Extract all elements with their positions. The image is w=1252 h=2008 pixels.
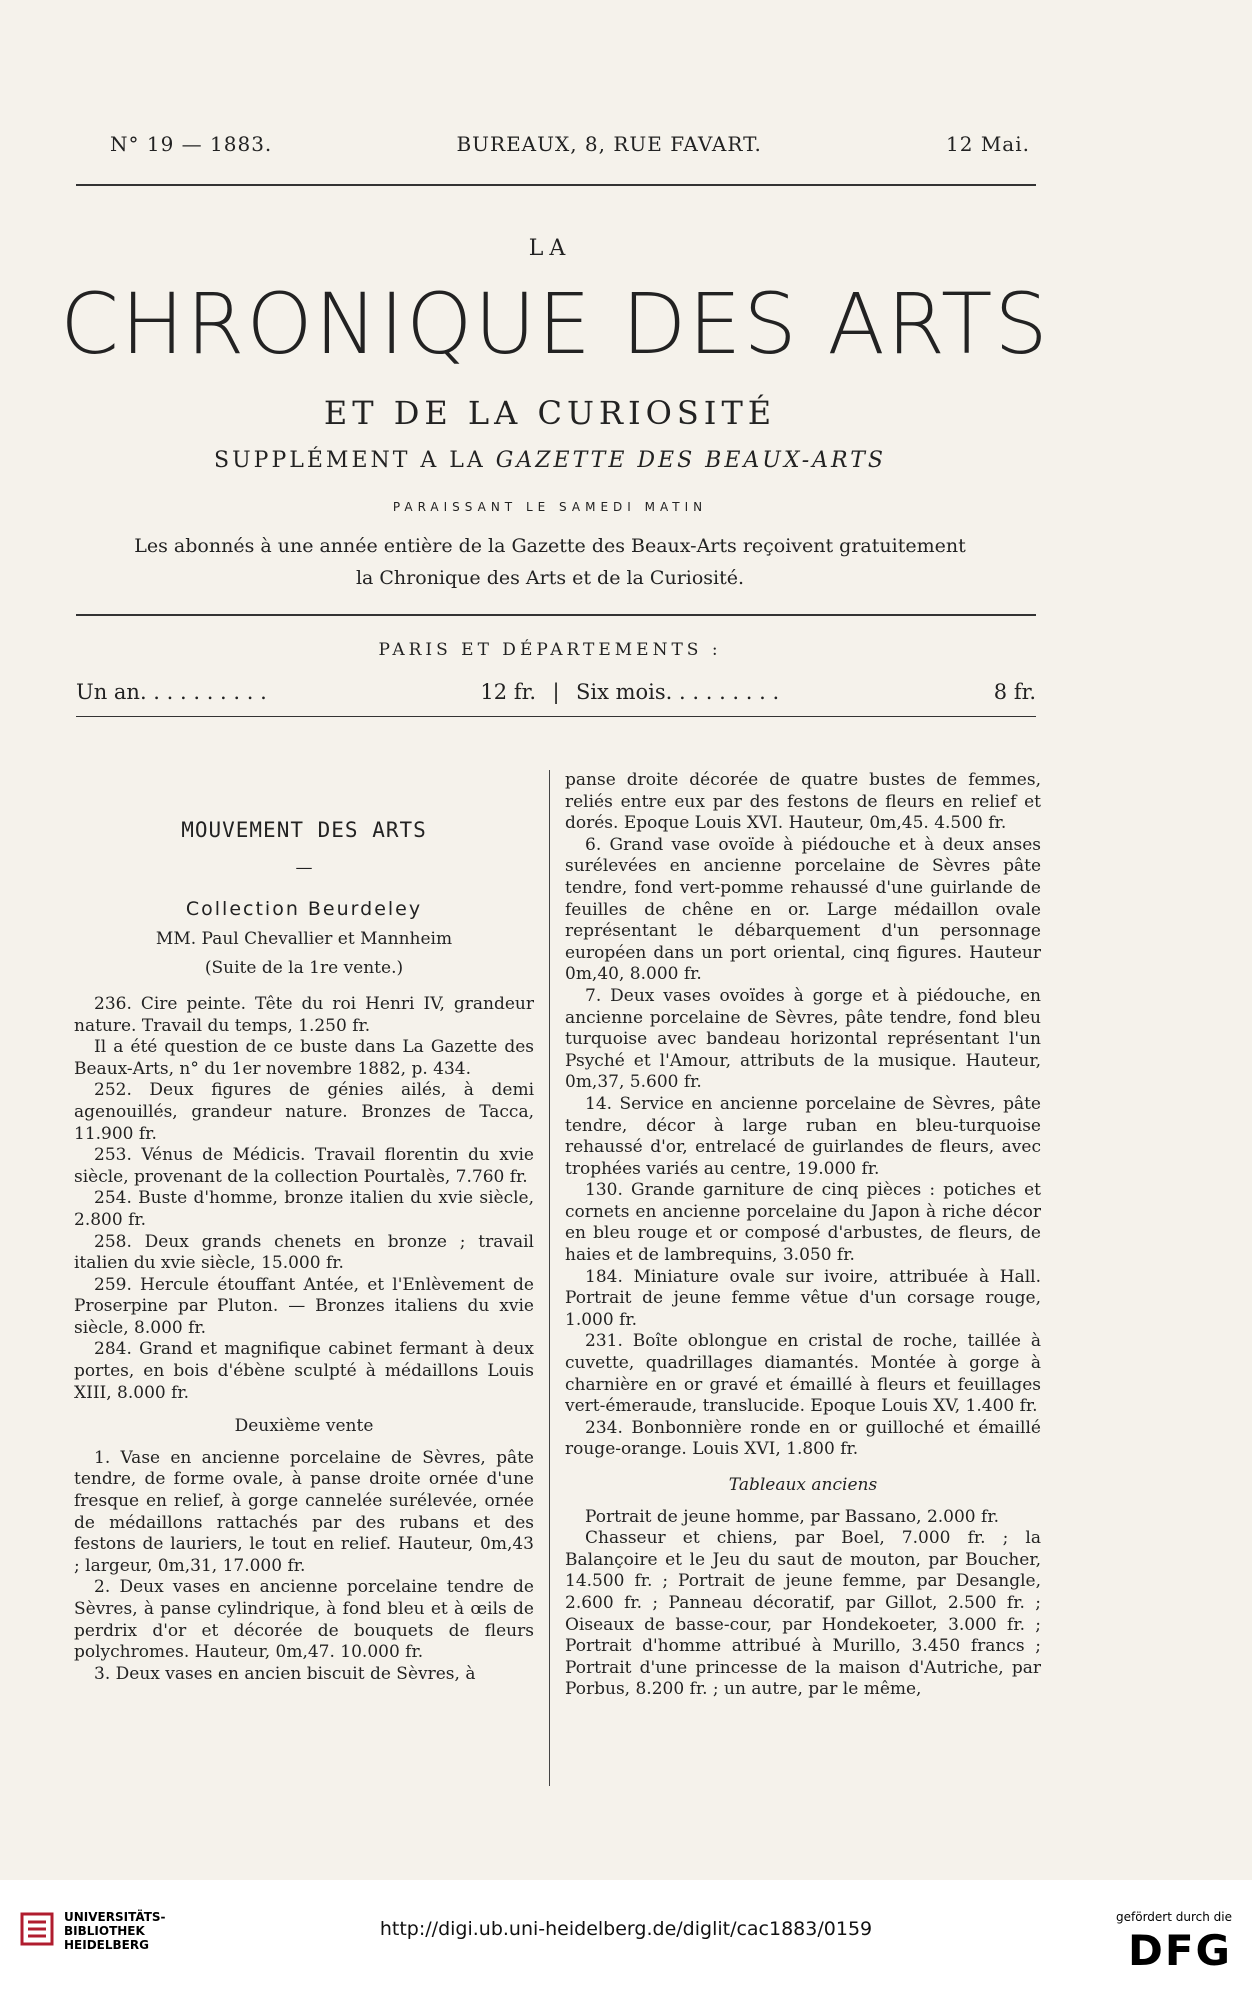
header-line [110,132,1030,156]
subscription-heading: PARIS ET DÉPARTEMENTS : [378,640,722,660]
lot-paragraph: 259. Hercule étouffant Antée, et l'Enlèvement de Proserpine par Pluton. — Bronzes italiens du xvie siècle, 8.000 fr. [74,1274,534,1338]
supplement-prefix: SUPPLÉMENT A LA [214,448,496,473]
lot-paragraph: 1. Vase en ancienne porcelaine de Sèvres, pâte tendre, de forme ovale, à panse droite ornée d'une fresque en relief, à gorge cannelée surélevée, ornée de médaillons rattachés par des rubans et des festons de lauriers, le tout en relief. Hauteur, 0m,43 ; largeur, 0m,31, 17.000 fr. [74,1447,534,1576]
experts: MM. Paul Chevallier et Mannheim [155,928,453,949]
lot-paragraph: panse droite décorée de quatre bustes de femmes, reliés entre eux par des festons de fleurs en relief et dorés. Epoque Louis XVI. Hauteur, 0m,45. 4.500 fr. [565,770,1041,834]
supplement-line [0,448,1100,473]
footer [0,1880,1252,2008]
price-separator: | [552,680,560,704]
subscriber-note [100,530,1000,594]
subscriber-note-line1: Les abonnés à une année entière de la Gazette des Beaux-Arts reçoivent gratuitement [134,535,966,557]
subscription-prices [76,680,1036,704]
second-sale-heading: Deuxième vente [234,1416,374,1437]
subscriber-note-line2: la Chronique des Arts et de la Curiosité. [355,567,745,589]
lot-paragraph: 3. Deux vases en ancien biscuit de Sèvres, à [94,1663,476,1684]
lot-paragraph: 7. Deux vases ovoïdes à gorge et à piédouche, en ancienne porcelaine de Sèvres, pâte tendre, fond bleu turquoise avec bandeau horizontal représentant l'un Psyché et l'Amour, attributs de la musique. Hauteur, 0m,37, 5.600 fr. [565,985,1041,1093]
lot-paragraph: 254. Buste d'homme, bronze italien du xvie siècle, 2.800 fr. [74,1188,534,1230]
subscription-rule [76,716,1036,717]
lot-paragraph: Il a été question de ce buste dans La Gazette des Beaux-Arts, n° du 1er novembre 1882, p. 434. [74,1037,534,1079]
bureaux-address: BUREAUX, 8, RUE FAVART. [456,132,762,156]
masthead-subtitle: ET DE LA CURIOSITÉ [323,394,777,432]
lot-paragraph: 252. Deux figures de génies ailés, à demi agenouillés, grandeur nature. Bronzes de Tacca, 11.900 fr. [74,1080,534,1144]
dfg-logo: DFG [1127,1926,1232,1975]
lot-paragraph: 253. Vénus de Médicis. Travail florentin du xvie siècle, provenant de la collection Pourtalès, 7.760 fr. [74,1145,534,1187]
lot-paragraph: 130. Grande garniture de cinq pièces : potiches et cornets en ancienne porcelaine du Japon à riche décor en bleu rouge et or composé d'arbustes, de fleurs, de haies et de lambrequins, 3.050 fr. [565,1180,1041,1266]
lot-paragraph: 234. Bonbonnière ronde en or guilloché et émaillé rouge-orange. Louis XVI, 1.800 fr. [565,1417,1041,1460]
price-six-months: 8 fr. [993,680,1036,704]
funded-by-label: gefördert durch die [1116,1910,1232,1924]
column-divider [549,770,550,1786]
paraissant-line: PARAISSANT LE SAMEDI MATIN [392,500,708,514]
price-year: 12 fr. [480,680,536,704]
left-column [74,770,534,1685]
collection-title: Collection Beurdeley [185,898,423,921]
source-url[interactable]: http://digi.ub.uni-heidelberg.de/diglit/cac1883/0159 [379,1918,873,1940]
lot-paragraph: 6. Grand vase ovoïde à piédouche et à deux anses surélevées en ancienne porcelaine de Sèvres pâte tendre, fond vert-pomme rehaussé d'une guirlande de feuilles de chêne en or. Large médaillon ovale représentant le débarquement d'un personnage européen dans un port oriental, cinq figures. Hauteur 0m,40, 8.000 fr. [565,834,1041,985]
lot-paragraph: 236. Cire peinte. Tête du roi Henri IV, grandeur nature. Travail du temps, 1.250 fr. [74,993,534,1036]
section-dash: — [295,857,313,878]
header-rule [76,184,1036,186]
masthead-rule [76,614,1036,616]
university-name: UNIVERSITÄTS- BIBLIOTHEK HEIDELBERG [64,1910,166,1952]
left-paragraphs [74,994,534,1404]
sale-suite: (Suite de la 1re vente.) [204,958,404,979]
masthead-la: LA [528,236,572,261]
masthead-title: CHRONIQUE DES ARTS [60,275,1050,373]
lot-paragraph: 184. Miniature ovale sur ivoire, attribuée à Hall. Portrait de jeune femme vêtue d'un corsage rouge, 1.000 fr. [565,1266,1041,1330]
issue-date: 12 Mai. [946,132,1030,156]
right-column [565,770,1041,1701]
lot-paragraph: Portrait de jeune homme, par Bassano, 2.000 fr. [585,1506,999,1527]
lot-paragraph: 14. Service en ancienne porcelaine de Sèvres, pâte tendre, décor à large ruban en bleu-turquoise rehaussé d'or, entrelacé de guirlandes de fleurs, avec trophées variés au centre, 19.000 fr. [565,1093,1041,1179]
left-paragraphs-2 [74,1448,534,1686]
lot-paragraph: 231. Boîte oblongue en cristal de roche, taillée à cuvette, quadrillages diamantés. Montée à gorge à charnière en or gravé et émaillé à fleurs et feuillages vert-émeraude, translucide. Epoque Louis XV, 1.400 fr. [565,1331,1041,1417]
price-year-label: Un an. . . . . . . . . . [76,680,267,704]
lot-paragraph: Chasseur et chiens, par Boel, 7.000 fr. ; la Balançoire et le Jeu du saut de mouton, par Boucher, 14.500 fr. ; Portrait de jeune femme, par Desangle, 2.600 fr. ; Panneau décoratif, par Gillot, 2.500 fr. ; Oiseaux de basse-cour, par Hondekoeter, 3.000 fr. ; Portrait d'homme attribué à Murillo, 3.450 francs ; Portrait d'une princesse de la maison d'Autriche, par Porbus, 8.200 fr. ; un autre, par le même, [565,1528,1041,1700]
section-title: MOUVEMENT DES ARTS [181,818,427,842]
supplement-gazette: GAZETTE DES BEAUX-ARTS [495,448,886,473]
lot-paragraph: 2. Deux vases en ancienne porcelaine tendre de Sèvres, à panse cylindrique, à fond bleu et à œils de perdrix d'or et décorée de bouquets de fleurs polychromes. Hauteur, 0m,47. 10.000 fr. [74,1577,534,1663]
lot-paragraph: 258. Deux grands chenets en bronze ; travail italien du xvie siècle, 15.000 fr. [74,1231,534,1274]
paintings-subheading: Tableaux anciens [728,1475,878,1495]
issue-number: N° 19 — 1883. [110,132,273,156]
price-six-months-label: Six mois. . . . . . . . . [576,680,780,704]
lot-paragraph: 284. Grand et magnifique cabinet fermant à deux portes, en bois d'ébène sculpté à médaillons Louis XIII, 8.000 fr. [74,1339,534,1403]
